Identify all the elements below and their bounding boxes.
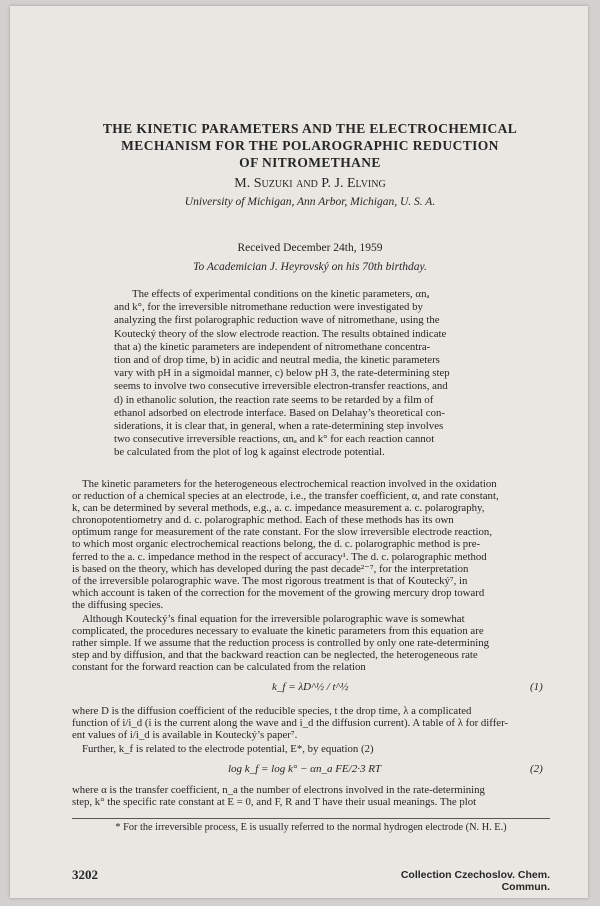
body-line: chronopotentiometry and d. c. polarographic method. Each of these methods has its own	[72, 514, 454, 527]
abstract-line: and k°, for the irreversible nitromethane reduction were investigated by	[114, 301, 423, 314]
body-line: constant for the forward reaction can be calculated from the relation	[72, 661, 366, 674]
affiliation: University of Michigan, Ann Arbor, Michigan, U. S. A.	[184, 196, 436, 208]
footnote-rule	[72, 818, 550, 819]
abstract-line: d) in ethanolic solution, the reaction rate seems to be retarded by a film of	[114, 393, 434, 406]
body-line: where α is the transfer coefficient, n_a the number of electrons involved in the rate-determining	[72, 784, 485, 796]
body-line: which account is taken of the correction for the movement of the growing mercury drop toward	[72, 586, 485, 599]
body-line: is based on the theory, which has developed during the past decade²⁻⁷, for the interpretation	[72, 562, 469, 575]
body-line: Further, k_f is related to the electrode potential, E*, by equation (2)	[82, 743, 374, 755]
body-line: ent values of i/i_d is available in Koutecký’s paper⁷.	[72, 729, 298, 742]
body-line: ferred to the a. c. impedance method in the respect of accuracy¹. The d. c. polarographic method	[72, 550, 487, 563]
title-line: THE KINETIC PARAMETERS AND THE ELECTROCHEMICAL	[102, 121, 518, 136]
body-line: where D is the diffusion coefficient of the reducible species, t the drop time, λ a complicated	[72, 705, 472, 717]
body-paragraph-koutecky	[72, 613, 550, 673]
body-line: Although Koutecký’s final equation for the irreversible polarographic wave is somewhat	[82, 613, 465, 625]
body-line: step and by diffusion, and that the backward reaction can be neglected, the heterogeneous rate	[72, 649, 478, 662]
page-number: 3202	[72, 867, 98, 882]
equation-2: log k_f = log k° − αn_a FE/2·3 RT	[228, 763, 382, 775]
abstract-line: Koutecký theory of the slow electrode reaction. The results obtained indicate	[114, 327, 447, 340]
body-line: function of i/i_d (i is the current along the wave and i_d the diffusion current). A table of λ for differ-	[72, 717, 509, 730]
abstract-line: siderations, it is clear that, in general, when a rate-determining step involves	[114, 420, 444, 433]
footnote: * For the irreversible process, E is usually referred to the normal hydrogen electrode (N. H. E.)	[115, 822, 507, 833]
abstract-line: The effects of experimental conditions on the kinetic parameters, αnₐ	[132, 288, 430, 300]
body-line: step, k° the specific rate constant at E = 0, and F, R and T have their usual meanings. The plot	[72, 796, 477, 809]
abstract-line: vary with pH in a sigmoidal manner, c) below pH 3, the rate-determining step	[114, 367, 450, 380]
body-line: complicated, the procedures necessary to evaluate the kinetic parameters from this equation are	[72, 625, 484, 638]
abstract-line: analyzing the first polarographic reduction wave of nitromethane, using the	[114, 314, 440, 327]
abstract-line: ethanol adsorbed on electrode interface. Based on Delahay’s theoretical con-	[114, 406, 445, 419]
body-line: optimum range for measurement of the rate constant. For the slow irreversible electrode reaction,	[72, 526, 493, 539]
body-line: of the irreversible polarographic wave. The most rigorous treatment is that of Koutecký⁷, in	[72, 574, 468, 587]
title-line: MECHANISM FOR THE POLAROGRAPHIC REDUCTION	[121, 138, 499, 153]
body-line: or reduction of a chemical species at an electrode, i.e., the transfer coefficient, α, and rate constant,	[72, 490, 499, 503]
body-paragraph-where	[72, 705, 550, 741]
equation-2-number: (2)	[530, 763, 543, 775]
body-line: rather simple. If we assume that the reduction process is controlled by only one rate-determining	[72, 637, 490, 650]
article-title	[80, 120, 540, 171]
body-line: k, can be determined by several methods, e.g., a. c. impedance measurement a. c. polarography,	[72, 502, 485, 515]
body-paragraph-intro	[72, 478, 550, 611]
received-date: Received December 24th, 1959	[237, 242, 383, 254]
page-sheet	[10, 6, 588, 898]
abstract-line: be calculated from the plot of log k against electrode potential.	[114, 446, 385, 459]
journal-name: Collection Czechoslov. Chem. Commun.	[400, 869, 550, 893]
dedication: To Academician J. Heyrovský on his 70th birthday.	[193, 261, 427, 273]
title-line: OF NITROMETHANE	[239, 155, 381, 170]
body-paragraph-transfer	[72, 784, 550, 808]
authors: M. Suzuki and P. J. Elving	[234, 176, 386, 191]
body-line: The kinetic parameters for the heterogeneous electrochemical reaction involved in the oxidation	[82, 478, 497, 490]
body-line: the diffusing species.	[72, 598, 164, 611]
abstract-line: two consecutive irreversible reactions, αnₐ and k° for each reaction cannot	[114, 433, 435, 446]
abstract-line: tion and of drop time, b) in acidic and neutral media, the kinetic parameters	[114, 354, 440, 367]
abstract-line: that a) the kinetic parameters are independent of nitromethane concentra-	[114, 340, 431, 353]
abstract-line: seems to involve two consecutive irreversible electron-transfer reactions, and	[114, 380, 448, 393]
equation-1-number: (1)	[530, 681, 543, 693]
body-line: to which most organic electrochemical reactions belong, the d. c. polarographic method is pre-	[72, 538, 481, 551]
body-paragraph-further	[72, 743, 550, 755]
equation-1: k_f = λD^½ / t^½	[272, 681, 349, 693]
abstract	[114, 288, 518, 460]
